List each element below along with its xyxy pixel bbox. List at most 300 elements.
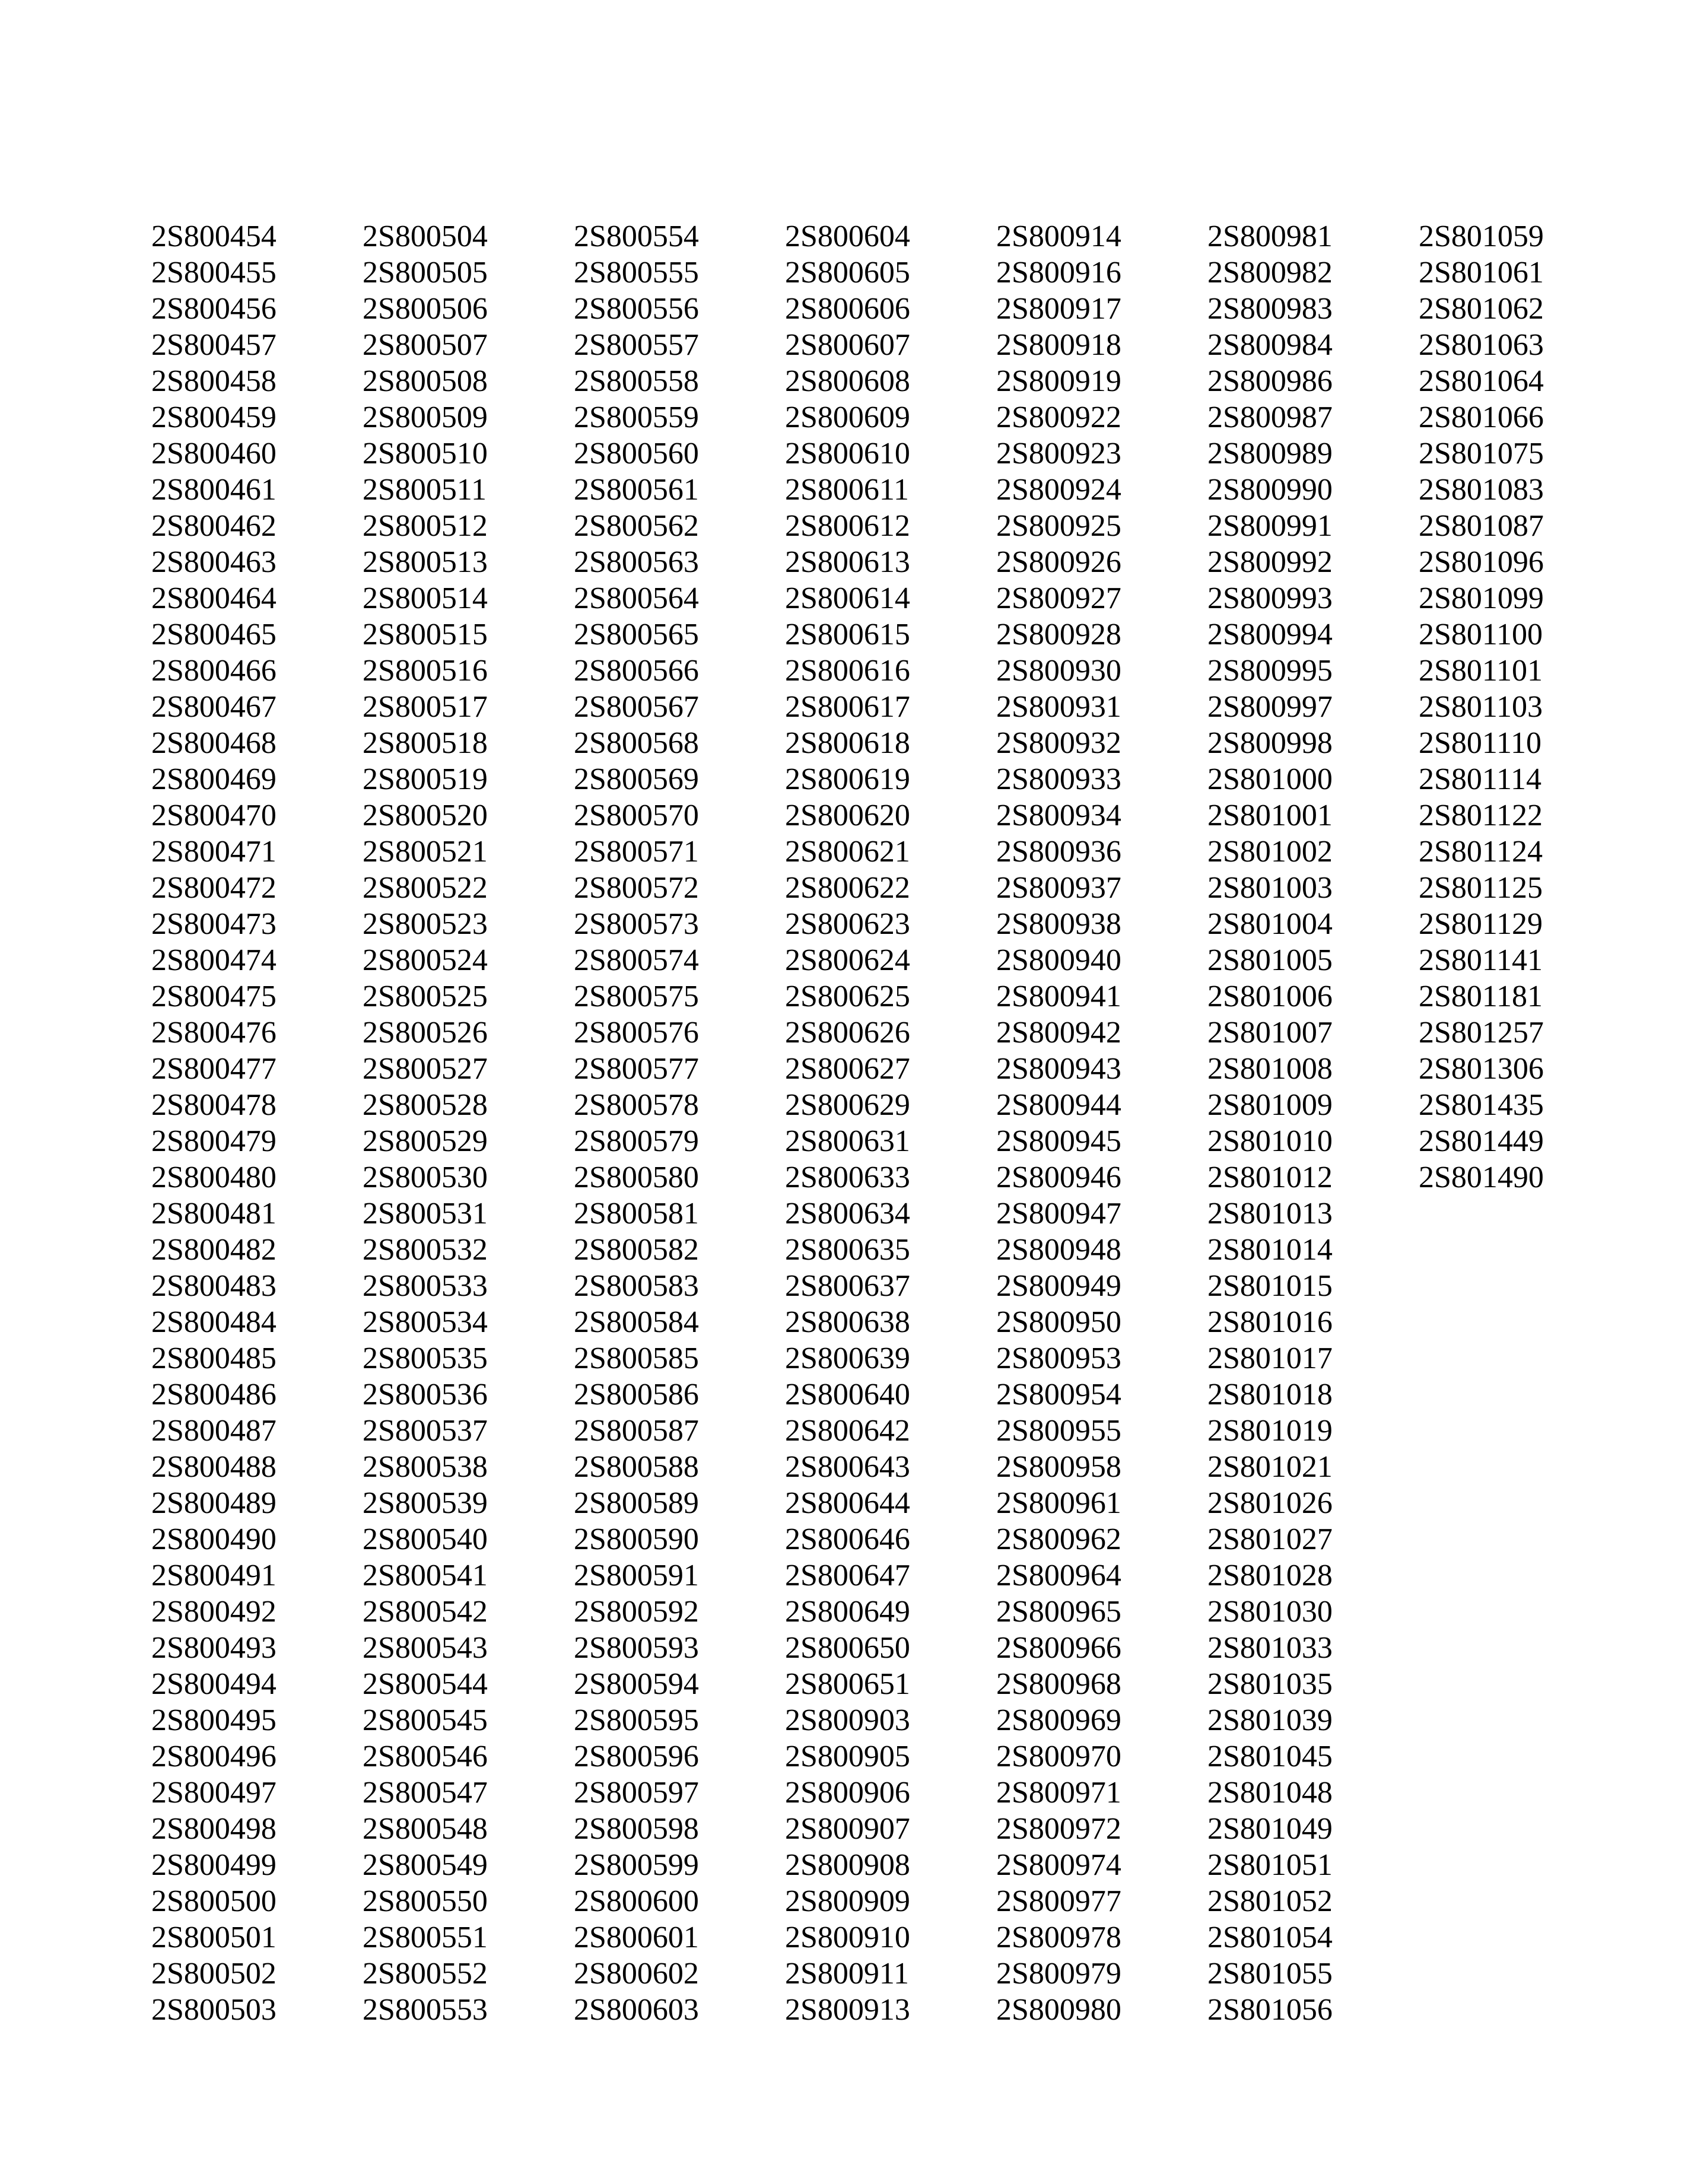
code-entry: 2S800906 xyxy=(785,1776,910,1810)
code-entry: 2S801449 xyxy=(1419,1124,1544,1158)
code-entry: 2S800944 xyxy=(996,1088,1121,1122)
code-entry: 2S800986 xyxy=(1207,364,1333,398)
code-entry: 2S800473 xyxy=(151,907,276,941)
code-entry: 2S800916 xyxy=(996,256,1121,290)
code-entry: 2S800651 xyxy=(785,1667,910,1701)
code-entry: 2S800905 xyxy=(785,1740,910,1773)
code-entry: 2S800911 xyxy=(785,1957,909,1991)
code-entry: 2S800586 xyxy=(574,1378,699,1412)
code-entry: 2S800549 xyxy=(363,1848,488,1882)
code-entry: 2S800984 xyxy=(1207,328,1333,362)
code-entry: 2S801435 xyxy=(1419,1088,1544,1122)
code-entry: 2S800972 xyxy=(996,1812,1121,1846)
code-entry: 2S800490 xyxy=(151,1522,276,1556)
code-entry: 2S800601 xyxy=(574,1921,699,1954)
code-entry: 2S800487 xyxy=(151,1414,276,1448)
code-entry: 2S800493 xyxy=(151,1631,276,1665)
code-entry: 2S800598 xyxy=(574,1812,699,1846)
code-entry: 2S800635 xyxy=(785,1233,910,1267)
code-entry: 2S800925 xyxy=(996,509,1121,543)
code-entry: 2S800515 xyxy=(363,618,488,651)
code-entry: 2S801124 xyxy=(1419,835,1543,869)
code-entry: 2S801018 xyxy=(1207,1378,1333,1412)
code-entry: 2S800936 xyxy=(996,835,1121,869)
code-entry: 2S801054 xyxy=(1207,1921,1333,1954)
code-entry: 2S800927 xyxy=(996,581,1121,615)
code-entry: 2S800922 xyxy=(996,400,1121,434)
code-entry: 2S800460 xyxy=(151,437,276,471)
code-entry: 2S800495 xyxy=(151,1703,276,1737)
code-entry: 2S800649 xyxy=(785,1595,910,1629)
code-entry: 2S801066 xyxy=(1419,400,1544,434)
code-entry: 2S800917 xyxy=(996,292,1121,326)
code-entry: 2S800638 xyxy=(785,1305,910,1339)
code-entry: 2S800991 xyxy=(1207,509,1333,543)
code-entry: 2S800514 xyxy=(363,581,488,615)
code-entry: 2S800478 xyxy=(151,1088,276,1122)
code-entry: 2S800528 xyxy=(363,1088,488,1122)
code-entry: 2S800508 xyxy=(363,364,488,398)
code-entry: 2S801099 xyxy=(1419,581,1544,615)
code-entry: 2S801016 xyxy=(1207,1305,1333,1339)
code-entry: 2S800496 xyxy=(151,1740,276,1773)
code-entry: 2S800602 xyxy=(574,1957,699,1991)
code-entry: 2S801055 xyxy=(1207,1957,1333,1991)
code-entry: 2S801033 xyxy=(1207,1631,1333,1665)
code-entry: 2S801030 xyxy=(1207,1595,1333,1629)
code-entry: 2S800454 xyxy=(151,220,276,253)
code-entry: 2S800961 xyxy=(996,1486,1121,1520)
code-entry: 2S800971 xyxy=(996,1776,1121,1810)
code-entry: 2S800979 xyxy=(996,1957,1121,1991)
code-entry: 2S800466 xyxy=(151,654,276,688)
code-entry: 2S800560 xyxy=(574,437,699,471)
code-entry: 2S800650 xyxy=(785,1631,910,1665)
code-entry: 2S800631 xyxy=(785,1124,910,1158)
code-entry: 2S800926 xyxy=(996,545,1121,579)
code-entry: 2S800625 xyxy=(785,980,910,1013)
code-entry: 2S800990 xyxy=(1207,473,1333,507)
code-entry: 2S800997 xyxy=(1207,690,1333,724)
code-entry: 2S800924 xyxy=(996,473,1121,507)
code-entry: 2S801008 xyxy=(1207,1052,1333,1086)
code-entry: 2S800998 xyxy=(1207,726,1333,760)
code-entry: 2S801021 xyxy=(1207,1450,1333,1484)
code-column xyxy=(1207,218,1419,2028)
code-entry: 2S801052 xyxy=(1207,1884,1333,1918)
code-entry: 2S800571 xyxy=(574,835,699,869)
code-entry: 2S800559 xyxy=(574,400,699,434)
code-entry: 2S801122 xyxy=(1419,799,1543,832)
code-entry: 2S800587 xyxy=(574,1414,699,1448)
code-entry: 2S801045 xyxy=(1207,1740,1333,1773)
code-entry: 2S800910 xyxy=(785,1921,910,1954)
code-entry: 2S800913 xyxy=(785,1993,910,2027)
code-entry: 2S800554 xyxy=(574,220,699,253)
code-entry: 2S800535 xyxy=(363,1341,488,1375)
code-entry: 2S800461 xyxy=(151,473,276,507)
code-entry: 2S800464 xyxy=(151,581,276,615)
code-entry: 2S800531 xyxy=(363,1197,488,1231)
code-entry: 2S800484 xyxy=(151,1305,276,1339)
code-entry: 2S800987 xyxy=(1207,400,1333,434)
code-entry: 2S800606 xyxy=(785,292,910,326)
code-entry: 2S800456 xyxy=(151,292,276,326)
code-entry: 2S800983 xyxy=(1207,292,1333,326)
code-entry: 2S801035 xyxy=(1207,1667,1333,1701)
code-entry: 2S801087 xyxy=(1419,509,1544,543)
code-entry: 2S801059 xyxy=(1419,220,1544,253)
code-entry: 2S801141 xyxy=(1419,943,1543,977)
code-entry: 2S800575 xyxy=(574,980,699,1013)
code-entry: 2S800519 xyxy=(363,762,488,796)
code-entry: 2S800540 xyxy=(363,1522,488,1556)
code-entry: 2S800600 xyxy=(574,1884,699,1918)
code-entry: 2S800595 xyxy=(574,1703,699,1737)
code-entry: 2S800481 xyxy=(151,1197,276,1231)
code-entry: 2S801015 xyxy=(1207,1269,1333,1303)
code-entry: 2S800536 xyxy=(363,1378,488,1412)
code-entry: 2S800520 xyxy=(363,799,488,832)
code-entry: 2S800646 xyxy=(785,1522,910,1556)
code-entry: 2S800604 xyxy=(785,220,910,253)
code-entry: 2S800570 xyxy=(574,799,699,832)
code-entry: 2S801026 xyxy=(1207,1486,1333,1520)
code-entry: 2S800909 xyxy=(785,1884,910,1918)
code-entry: 2S800526 xyxy=(363,1016,488,1050)
code-entry: 2S800522 xyxy=(363,871,488,905)
code-entry: 2S800546 xyxy=(363,1740,488,1773)
code-entry: 2S800561 xyxy=(574,473,699,507)
code-entry: 2S800989 xyxy=(1207,437,1333,471)
code-entry: 2S800584 xyxy=(574,1305,699,1339)
code-entry: 2S800564 xyxy=(574,581,699,615)
code-entry: 2S800483 xyxy=(151,1269,276,1303)
code-entry: 2S801075 xyxy=(1419,437,1544,471)
code-entry: 2S800941 xyxy=(996,980,1121,1013)
code-entry: 2S800982 xyxy=(1207,256,1333,290)
code-entry: 2S800643 xyxy=(785,1450,910,1484)
code-entry: 2S800639 xyxy=(785,1341,910,1375)
code-entry: 2S800459 xyxy=(151,400,276,434)
code-entry: 2S800932 xyxy=(996,726,1121,760)
code-entry: 2S800503 xyxy=(151,1993,276,2027)
code-entry: 2S800965 xyxy=(996,1595,1121,1629)
code-entry: 2S800498 xyxy=(151,1812,276,1846)
code-entry: 2S800918 xyxy=(996,328,1121,362)
code-entry: 2S800610 xyxy=(785,437,910,471)
code-entry: 2S800497 xyxy=(151,1776,276,1810)
code-entry: 2S800930 xyxy=(996,654,1121,688)
code-entry: 2S800525 xyxy=(363,980,488,1013)
code-entry: 2S800551 xyxy=(363,1921,488,1954)
code-entry: 2S800472 xyxy=(151,871,276,905)
code-entry: 2S801019 xyxy=(1207,1414,1333,1448)
code-entry: 2S801181 xyxy=(1419,980,1543,1013)
code-entry: 2S800931 xyxy=(996,690,1121,724)
code-entry: 2S800977 xyxy=(996,1884,1121,1918)
code-entry: 2S800485 xyxy=(151,1341,276,1375)
code-entry: 2S800476 xyxy=(151,1016,276,1050)
code-entry: 2S800622 xyxy=(785,871,910,905)
code-entry: 2S800553 xyxy=(363,1993,488,2027)
code-entry: 2S800492 xyxy=(151,1595,276,1629)
code-entry: 2S800978 xyxy=(996,1921,1121,1954)
code-column xyxy=(785,218,996,2028)
code-entry: 2S800534 xyxy=(363,1305,488,1339)
code-entry: 2S800613 xyxy=(785,545,910,579)
code-entry: 2S800530 xyxy=(363,1161,488,1194)
code-entry: 2S800516 xyxy=(363,654,488,688)
code-column xyxy=(574,218,785,2028)
code-entry: 2S801004 xyxy=(1207,907,1333,941)
code-entry: 2S800596 xyxy=(574,1740,699,1773)
code-entry: 2S800946 xyxy=(996,1161,1121,1194)
code-entry: 2S800486 xyxy=(151,1378,276,1412)
code-entry: 2S800619 xyxy=(785,762,910,796)
code-entry: 2S801056 xyxy=(1207,1993,1333,2027)
code-entry: 2S800468 xyxy=(151,726,276,760)
code-entry: 2S800517 xyxy=(363,690,488,724)
code-entry: 2S800502 xyxy=(151,1957,276,1991)
code-entry: 2S800615 xyxy=(785,618,910,651)
code-entry: 2S800488 xyxy=(151,1450,276,1484)
code-entry: 2S801051 xyxy=(1207,1848,1333,1882)
code-entry: 2S800555 xyxy=(574,256,699,290)
code-entry: 2S800557 xyxy=(574,328,699,362)
code-entry: 2S800937 xyxy=(996,871,1121,905)
code-entry: 2S800611 xyxy=(785,473,909,507)
code-entry: 2S801007 xyxy=(1207,1016,1333,1050)
code-entry: 2S800945 xyxy=(996,1124,1121,1158)
code-entry: 2S800469 xyxy=(151,762,276,796)
code-entry: 2S800903 xyxy=(785,1703,910,1737)
code-entry: 2S800574 xyxy=(574,943,699,977)
code-entry: 2S800629 xyxy=(785,1088,910,1122)
code-column xyxy=(1419,218,1630,2028)
code-entry: 2S801101 xyxy=(1419,654,1543,688)
code-entry: 2S801306 xyxy=(1419,1052,1544,1086)
code-entry: 2S800506 xyxy=(363,292,488,326)
code-entry: 2S800608 xyxy=(785,364,910,398)
code-entry: 2S800524 xyxy=(363,943,488,977)
code-entry: 2S800614 xyxy=(785,581,910,615)
code-entry: 2S801009 xyxy=(1207,1088,1333,1122)
code-entry: 2S801027 xyxy=(1207,1522,1333,1556)
code-entry: 2S800627 xyxy=(785,1052,910,1086)
code-entry: 2S800923 xyxy=(996,437,1121,471)
code-entry: 2S800470 xyxy=(151,799,276,832)
code-entry: 2S800455 xyxy=(151,256,276,290)
code-entry: 2S800617 xyxy=(785,690,910,724)
code-entry: 2S801003 xyxy=(1207,871,1333,905)
code-entry: 2S800634 xyxy=(785,1197,910,1231)
code-entry: 2S800479 xyxy=(151,1124,276,1158)
code-entry: 2S800590 xyxy=(574,1522,699,1556)
code-entry: 2S800992 xyxy=(1207,545,1333,579)
code-entry: 2S800509 xyxy=(363,400,488,434)
code-entry: 2S800550 xyxy=(363,1884,488,1918)
code-entry: 2S801048 xyxy=(1207,1776,1333,1810)
code-entry: 2S800507 xyxy=(363,328,488,362)
code-entry: 2S800513 xyxy=(363,545,488,579)
code-entry: 2S800947 xyxy=(996,1197,1121,1231)
code-entry: 2S800581 xyxy=(574,1197,699,1231)
code-entry: 2S800510 xyxy=(363,437,488,471)
code-entry: 2S800500 xyxy=(151,1884,276,1918)
code-entry: 2S800512 xyxy=(363,509,488,543)
code-column xyxy=(151,218,363,2028)
code-entry: 2S800591 xyxy=(574,1559,699,1592)
code-entry: 2S800537 xyxy=(363,1414,488,1448)
code-entry: 2S800573 xyxy=(574,907,699,941)
code-entry: 2S800637 xyxy=(785,1269,910,1303)
code-entry: 2S801064 xyxy=(1419,364,1544,398)
code-entry: 2S800950 xyxy=(996,1305,1121,1339)
code-entry: 2S800552 xyxy=(363,1957,488,1991)
code-entry: 2S800558 xyxy=(574,364,699,398)
code-entry: 2S801028 xyxy=(1207,1559,1333,1592)
code-entry: 2S800949 xyxy=(996,1269,1121,1303)
code-entry: 2S801010 xyxy=(1207,1124,1333,1158)
code-entry: 2S801083 xyxy=(1419,473,1544,507)
code-entry: 2S800565 xyxy=(574,618,699,651)
code-entry: 2S800477 xyxy=(151,1052,276,1086)
code-entry: 2S800970 xyxy=(996,1740,1121,1773)
code-entry: 2S800465 xyxy=(151,618,276,651)
code-entry: 2S800642 xyxy=(785,1414,910,1448)
code-entry: 2S800626 xyxy=(785,1016,910,1050)
code-entry: 2S800585 xyxy=(574,1341,699,1375)
code-entry: 2S800914 xyxy=(996,220,1121,253)
code-entry: 2S800993 xyxy=(1207,581,1333,615)
code-entry: 2S801061 xyxy=(1419,256,1544,290)
code-entry: 2S800624 xyxy=(785,943,910,977)
code-entry: 2S800995 xyxy=(1207,654,1333,688)
code-entry: 2S800928 xyxy=(996,618,1121,651)
code-entry: 2S800620 xyxy=(785,799,910,832)
code-entry: 2S800544 xyxy=(363,1667,488,1701)
code-entry: 2S800974 xyxy=(996,1848,1121,1882)
code-entry: 2S800580 xyxy=(574,1161,699,1194)
code-entry: 2S800597 xyxy=(574,1776,699,1810)
code-entry: 2S800908 xyxy=(785,1848,910,1882)
code-entry: 2S800592 xyxy=(574,1595,699,1629)
code-entry: 2S800572 xyxy=(574,871,699,905)
code-entry: 2S801002 xyxy=(1207,835,1333,869)
code-entry: 2S800934 xyxy=(996,799,1121,832)
code-entry: 2S800567 xyxy=(574,690,699,724)
code-entry: 2S800599 xyxy=(574,1848,699,1882)
code-entry: 2S801005 xyxy=(1207,943,1333,977)
code-entry: 2S800618 xyxy=(785,726,910,760)
code-entry: 2S800480 xyxy=(151,1161,276,1194)
code-entry: 2S800548 xyxy=(363,1812,488,1846)
code-entry: 2S800980 xyxy=(996,1993,1121,2027)
code-entry: 2S801013 xyxy=(1207,1197,1333,1231)
code-entry: 2S800958 xyxy=(996,1450,1121,1484)
code-entry: 2S800582 xyxy=(574,1233,699,1267)
code-entry: 2S800499 xyxy=(151,1848,276,1882)
code-entry: 2S800940 xyxy=(996,943,1121,977)
code-entry: 2S800527 xyxy=(363,1052,488,1086)
code-entry: 2S801012 xyxy=(1207,1161,1333,1194)
code-entry: 2S800458 xyxy=(151,364,276,398)
code-entry: 2S800494 xyxy=(151,1667,276,1701)
code-entry: 2S801103 xyxy=(1419,690,1543,724)
code-entry: 2S800621 xyxy=(785,835,910,869)
code-entry: 2S800942 xyxy=(996,1016,1121,1050)
code-entry: 2S800577 xyxy=(574,1052,699,1086)
code-entry: 2S800556 xyxy=(574,292,699,326)
code-entry: 2S801063 xyxy=(1419,328,1544,362)
code-entry: 2S800964 xyxy=(996,1559,1121,1592)
code-entry: 2S800616 xyxy=(785,654,910,688)
code-entry: 2S800948 xyxy=(996,1233,1121,1267)
code-entry: 2S800578 xyxy=(574,1088,699,1122)
code-entry: 2S801001 xyxy=(1207,799,1333,832)
code-entry: 2S800545 xyxy=(363,1703,488,1737)
code-entry: 2S800542 xyxy=(363,1595,488,1629)
code-entry: 2S800966 xyxy=(996,1631,1121,1665)
code-entry: 2S800521 xyxy=(363,835,488,869)
code-entry: 2S800562 xyxy=(574,509,699,543)
code-entry: 2S801096 xyxy=(1419,545,1544,579)
code-entry: 2S800968 xyxy=(996,1667,1121,1701)
code-column xyxy=(363,218,574,2028)
code-entry: 2S800623 xyxy=(785,907,910,941)
code-column xyxy=(996,218,1207,2028)
code-entry: 2S800954 xyxy=(996,1378,1121,1412)
code-entry: 2S801017 xyxy=(1207,1341,1333,1375)
code-entry: 2S800605 xyxy=(785,256,910,290)
code-entry: 2S801257 xyxy=(1419,1016,1544,1050)
code-entry: 2S800588 xyxy=(574,1450,699,1484)
code-entry: 2S800938 xyxy=(996,907,1121,941)
code-entry: 2S800463 xyxy=(151,545,276,579)
code-entry: 2S800547 xyxy=(363,1776,488,1810)
code-entry: 2S800475 xyxy=(151,980,276,1013)
code-entry: 2S800566 xyxy=(574,654,699,688)
code-entry: 2S800529 xyxy=(363,1124,488,1158)
code-entry: 2S801014 xyxy=(1207,1233,1333,1267)
code-entry: 2S800541 xyxy=(363,1559,488,1592)
code-entry: 2S800457 xyxy=(151,328,276,362)
code-entry: 2S800907 xyxy=(785,1812,910,1846)
code-entry: 2S800504 xyxy=(363,220,488,253)
code-entry: 2S800568 xyxy=(574,726,699,760)
code-columns xyxy=(151,218,1630,2028)
code-entry: 2S800943 xyxy=(996,1052,1121,1086)
code-entry: 2S800563 xyxy=(574,545,699,579)
code-entry: 2S800539 xyxy=(363,1486,488,1520)
code-entry: 2S800533 xyxy=(363,1269,488,1303)
code-entry: 2S801490 xyxy=(1419,1161,1544,1194)
code-entry: 2S800543 xyxy=(363,1631,488,1665)
code-entry: 2S800644 xyxy=(785,1486,910,1520)
code-entry: 2S800474 xyxy=(151,943,276,977)
code-entry: 2S801000 xyxy=(1207,762,1333,796)
code-entry: 2S800523 xyxy=(363,907,488,941)
code-entry: 2S800612 xyxy=(785,509,910,543)
code-entry: 2S800532 xyxy=(363,1233,488,1267)
code-entry: 2S800576 xyxy=(574,1016,699,1050)
code-entry: 2S801062 xyxy=(1419,292,1544,326)
code-entry: 2S800467 xyxy=(151,690,276,724)
code-entry: 2S801125 xyxy=(1419,871,1543,905)
code-entry: 2S801110 xyxy=(1419,726,1542,760)
code-entry: 2S800955 xyxy=(996,1414,1121,1448)
